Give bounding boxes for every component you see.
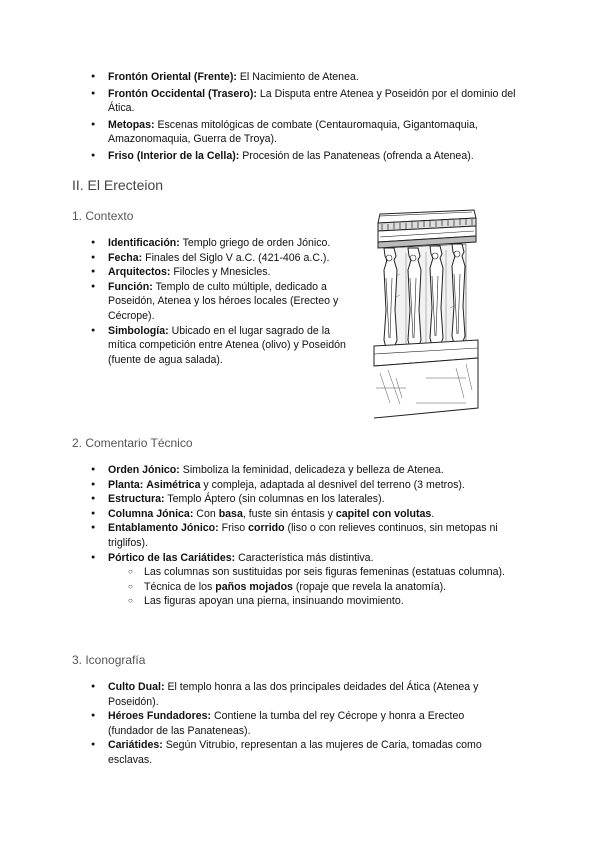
list-item: ● Simbología: Ubicado en el lugar sagrado de la mítica competición entre Atenea (olivo) y Poseidón (fuente de agua salada). xyxy=(72,324,352,368)
parthenon-sculpture-list xyxy=(72,70,532,164)
iconografia-heading: 3. Iconografía xyxy=(72,653,146,667)
list-item: ● Frontón Occidental (Trasero): La Disputa entre Atenea y Poseidón por el dominio del Ática. xyxy=(72,87,532,116)
sub-list-item: ○ Técnica de los paños mojados (ropaje que revela la anatomía). xyxy=(72,580,532,595)
iconografia-list xyxy=(72,680,512,768)
list-item: ● Planta: Asimétrica y compleja, adaptada al desnivel del terreno (3 metros). xyxy=(72,478,532,493)
list-item: ● Héroes Fundadores: Contiene la tumba del rey Cécrope y honra a Erecteo (fundador de las Panateneas). xyxy=(72,709,512,738)
list-item: ● Orden Jónico: Simboliza la feminidad, delicadeza y belleza de Atenea. xyxy=(72,463,532,478)
sub-list-item: ○ Las figuras apoyan una pierna, insinuando movimiento. xyxy=(72,594,532,609)
list-item: ● Identificación: Templo griego de orden Jónico. xyxy=(72,236,352,251)
list-item: ● Fecha: Finales del Siglo V a.C. (421-406 a.C.). xyxy=(72,251,352,266)
comentario-list xyxy=(72,463,532,609)
list-item: ● Columna Jónica: Con basa, fuste sin éntasis y capitel con volutas. xyxy=(72,507,532,522)
list-item: ● Metopas: Escenas mitológicas de combate (Centauromaquia, Gigantomaquia, Amazonomaquia, Guerra de Troya). xyxy=(72,118,532,147)
list-item: ● Friso (Interior de la Cella): Procesión de las Panateneas (ofrenda a Atenea). xyxy=(72,149,532,164)
comentario-heading: 2. Comentario Técnico xyxy=(72,436,193,450)
list-item: ● Arquitectos: Filocles y Mnesicles. xyxy=(72,265,352,280)
list-item: ● Estructura: Templo Áptero (sin columnas en los laterales). xyxy=(72,492,532,507)
sub-list-item: ○ Las columnas son sustituidas por seis figuras femeninas (estatuas columna). xyxy=(72,565,532,580)
contexto-heading: 1. Contexto xyxy=(72,209,134,223)
list-item: ● Función: Templo de culto múltiple, dedicado a Poseidón, Atenea y los héroes locales (Erecteo y Cécrope). xyxy=(72,280,352,324)
list-item: ● Cariátides: Según Vitrubio, representan a las mujeres de Caria, tomadas como esclavas. xyxy=(72,738,512,767)
contexto-list xyxy=(72,236,352,367)
list-item: ● Culto Dual: El templo honra a las dos principales deidades del Ática (Atenea y Poseidón). xyxy=(72,680,512,709)
caryatids-illustration xyxy=(366,208,480,420)
list-item: ● Pórtico de las Cariátides: Característica más distintiva. xyxy=(72,551,532,566)
list-item: ● Entablamento Jónico: Friso corrido (liso o con relieves continuos, sin metopas ni triglifos). xyxy=(72,521,532,550)
list-item: ● Frontón Oriental (Frente): El Nacimiento de Atenea. xyxy=(72,70,532,85)
section-title: II. El Erecteion xyxy=(72,177,164,193)
